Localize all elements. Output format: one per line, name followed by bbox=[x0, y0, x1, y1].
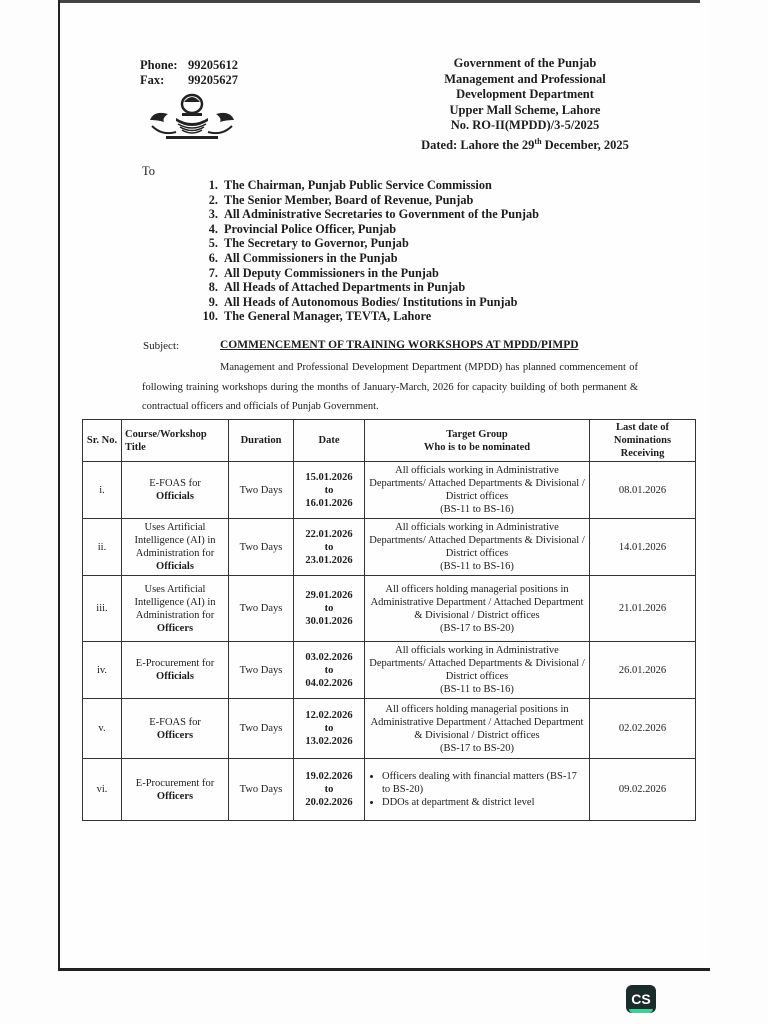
addressee-list bbox=[190, 178, 539, 324]
table-row: iv. E-Procurement for Officials Two Days 03.02.2026 to 04.02.2026 All officials working in Administrative Departments/ Attached Departments & Divisional / District offices (BS-11 to BS-16) 26.01.2026 bbox=[83, 642, 696, 699]
table-header-row bbox=[83, 420, 696, 462]
table-row: vi. E-Procurement for Officers Two Days 19.02.2026 to 20.02.2026 • Officers dealing with financial matters (BS-17 to BS-20) • DDOs at department & district level 09.02.2026 bbox=[83, 759, 696, 821]
page-top-edge bbox=[60, 0, 700, 3]
fax-label: Fax: bbox=[140, 73, 165, 87]
letter-number: No. RO-II(MPDD)/3-5/2025 bbox=[450, 118, 600, 132]
punjab-government-emblem-icon bbox=[146, 92, 238, 142]
target-bullet: • DDOs at department & district level bbox=[382, 796, 586, 809]
list-item: 2. The Senior Member, Board of Revenue, Punjab bbox=[208, 192, 474, 207]
list-item: 7. All Deputy Commissioners in the Punjab bbox=[208, 265, 439, 280]
contact-block bbox=[140, 58, 238, 88]
header-date: Date bbox=[294, 420, 365, 462]
header-duration: Duration bbox=[229, 420, 294, 462]
header-department-line1: Management and Professional bbox=[444, 71, 606, 86]
page-edge bbox=[58, 0, 60, 970]
list-item: 4. Provincial Police Officer, Punjab bbox=[208, 221, 397, 236]
subject-label: Subject: bbox=[143, 340, 180, 352]
header-target-group: Target Group Who is to be nominated bbox=[365, 420, 590, 462]
list-item: 8. All Heads of Attached Departments in Punjab bbox=[208, 280, 466, 295]
table-row: v. E-FOAS for Officers Two Days 12.02.2026 to 13.02.2026 All officers holding managerial positions in Administrative Department / Attached Department & Divisional / District offices (BS-17 to BS-20) 02.02.2026 bbox=[83, 699, 696, 759]
table-row: ii. Uses Artificial Intelligence (AI) in Administration for Officials Two Days 22.01.2026 to 23.01.2026 All officials working in Administrative Departments/ Attached Departments & Divisional / District offices (BS-11 to BS-16) 14.01.2026 bbox=[83, 519, 696, 576]
to-label: To bbox=[142, 164, 156, 178]
list-item: 3. All Administrative Secretaries to Government of the Punjab bbox=[208, 207, 540, 222]
header-course: Course/Workshop Title bbox=[122, 420, 229, 462]
header-last-date: Last date of Nominations Receiving bbox=[590, 420, 696, 462]
workshop-schedule-table bbox=[82, 419, 696, 821]
header-department-line2: Development Department bbox=[456, 87, 594, 101]
table-row: iii. Uses Artificial Intelligence (AI) in Administration for Officers Two Days 29.01.2026 to 30.01.2026 All officers holding managerial positions in Administrative Department / Attached Department & Divisional / District offices (BS-17 to BS-20) 21.01.2026 bbox=[83, 576, 696, 642]
list-item: 1. The Chairman, Punjab Public Service Commission bbox=[208, 178, 492, 192]
camscanner-badge[interactable]: CS bbox=[626, 985, 656, 1013]
letter-date: Dated: Lahore the 29th December, 2025 bbox=[421, 136, 629, 152]
list-item: 9. All Heads of Autonomous Bodies/ Institutions in Punjab bbox=[208, 294, 518, 309]
header-sr-no: Sr. No. bbox=[83, 420, 122, 462]
fax-number: 99205627 bbox=[188, 73, 238, 87]
phone-number: 99205612 bbox=[188, 58, 238, 72]
header-address: Upper Mall Scheme, Lahore bbox=[449, 102, 601, 117]
list-item: 6. All Commissioners in the Punjab bbox=[208, 250, 398, 265]
subject-text: COMMENCEMENT OF TRAINING WORKSHOPS AT MPDD/PIMPD bbox=[220, 339, 579, 351]
table-row: i. E-FOAS for Officials Two Days 15.01.2026 to 16.01.2026 All officials working in Administrative Departments/ Attached Departments & Divisional / District offices (BS-11 to BS-16) 08.01.2026 bbox=[83, 462, 696, 519]
header-government: Government of the Punjab bbox=[453, 56, 597, 70]
department-header bbox=[400, 56, 650, 153]
list-item: 5. The Secretary to Governor, Punjab bbox=[208, 236, 409, 251]
target-bullet: • Officers dealing with financial matters (BS-17 to BS-20) bbox=[382, 770, 586, 796]
list-item: 10. The General Manager, TEVTA, Lahore bbox=[202, 309, 432, 324]
body-paragraph: Management and Professional Development Department (MPDD) has planned commencement of following training workshops during the months of January-March, 2026 for capacity building of both permanent & contractual officers and officials of Punjab Government. bbox=[142, 362, 638, 412]
phone-label: Phone: bbox=[140, 58, 178, 72]
